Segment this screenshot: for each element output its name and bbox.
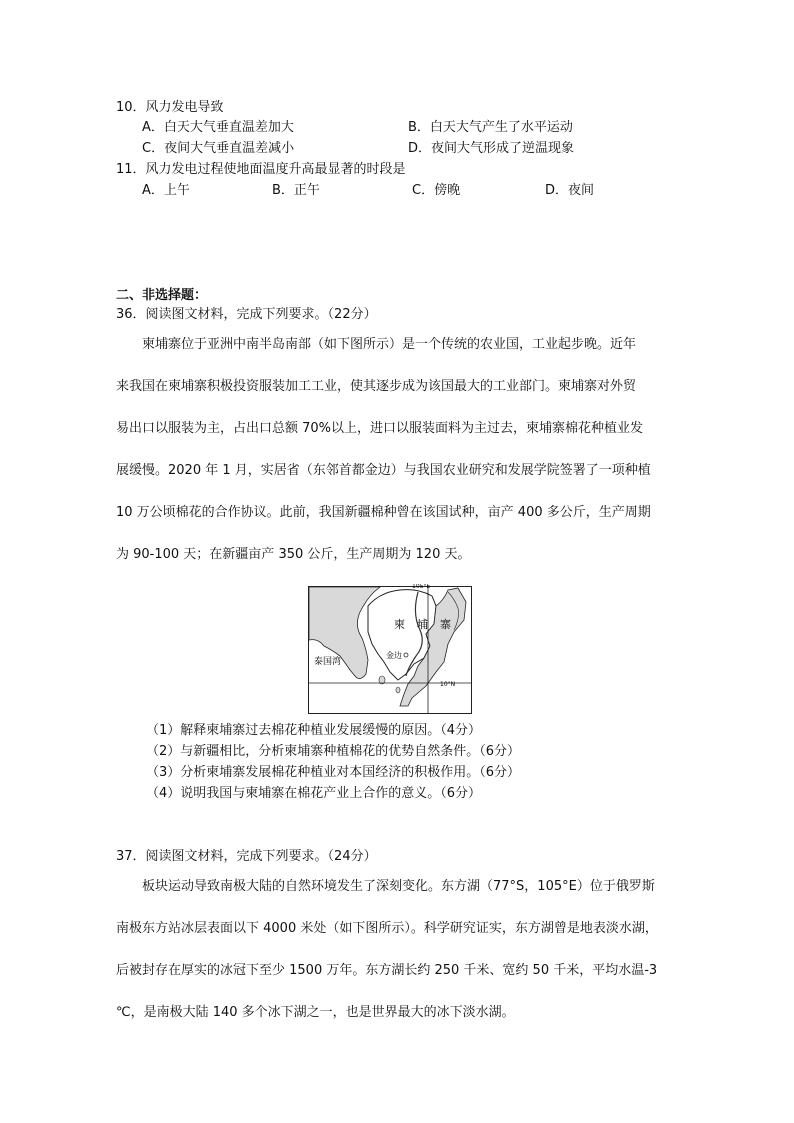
q36-passage-line: 10 万公顷棉花的合作协议。此前，我国新疆棉种曾在该国试种，亩产 400 多公斤，生产周期 bbox=[116, 505, 651, 520]
q11-option-a: A．上午 bbox=[142, 183, 190, 198]
q37-stem: 37．阅读图文材料，完成下列要求。（24分） bbox=[116, 849, 377, 864]
q36-passage-line: 来我国在柬埔寨积极投资服装加工工业，使其逐步成为该国最大的工业部门。柬埔寨对外贸 bbox=[116, 379, 637, 394]
q10-option-c: C．夜间大气垂直温差减小 bbox=[142, 141, 295, 156]
q36-sub-4: （4）说明我国与柬埔寨在棉花产业上合作的意义。（6分） bbox=[146, 786, 482, 801]
q36-sub-1: （1）解释柬埔寨过去棉花种植业发展缓慢的原因。（4分） bbox=[146, 723, 482, 738]
q36-passage-line: 展缓慢。2020 年 1 月，实居省（东邻首都金边）与我国农业研究和发展学院签署了一项种植 bbox=[116, 463, 651, 478]
q36-sub-2: （2）与新疆相比，分析柬埔寨种植棉花的优势自然条件。（6分） bbox=[146, 744, 521, 759]
q37-passage-line: 南极东方站冰层表面以下 4000 米处（如下图所示）。科学研究证实，东方湖曾是地表淡水湖， bbox=[116, 921, 658, 936]
q37-passage-line: 板块运动导致南极大陆的自然环境发生了深刻变化。东方湖（77°S，105°E）位于俄罗斯 bbox=[142, 879, 655, 894]
q36-passage-line: 为 90-100 天；在新疆亩产 350 公斤，生产周期为 120 天。 bbox=[116, 547, 471, 562]
q11-option-d: D．夜间 bbox=[545, 183, 595, 198]
q36-stem: 36．阅读图文材料，完成下列要求。（22分） bbox=[116, 307, 377, 322]
gulf-label: 泰国湾 bbox=[314, 657, 342, 667]
q10-option-b: B．白天大气产生了水平运动 bbox=[408, 120, 573, 135]
q11-stem: 11．风力发电过程使地面温度升高最显著的时段是 bbox=[116, 162, 406, 177]
q37-passage bbox=[116, 866, 686, 1034]
q10-option-a: A．白天大气垂直温差加大 bbox=[142, 120, 294, 135]
country-label: 柬 bbox=[394, 618, 405, 631]
q37-passage-line: ℃，是南极大陆 140 多个冰下湖之一，也是世界最大的冰下淡水湖。 bbox=[116, 1005, 515, 1020]
q10-stem: 10．风力发电导致 bbox=[116, 100, 224, 115]
q36-passage-line: 柬埔寨位于亚洲中南半岛南部（如下图所示）是一个传统的农业国，工业起步晚。近年 bbox=[142, 337, 637, 352]
q10-option-d: D．夜间大气形成了逆温现象 bbox=[408, 141, 575, 156]
q37-passage-line: 后被封存在厚实的冰冠下至少 1500 万年。东方湖长约 250 千米、宽约 50 千米，平均水温-3 bbox=[116, 963, 658, 978]
longitude-label: 105°E bbox=[412, 584, 431, 590]
section-title: 二、非选择题： bbox=[116, 288, 208, 303]
q11-option-c: C．傍晚 bbox=[412, 183, 461, 198]
q36-passage bbox=[116, 324, 686, 576]
latitude-label: 10°N bbox=[440, 681, 456, 688]
q36-passage-line: 易出口以服装为主，占出口总额 70%以上，进口以服装面料为主过去，柬埔寨棉花种植业发 bbox=[116, 421, 644, 436]
country-label: 埔 bbox=[417, 618, 428, 631]
cambodia-map bbox=[308, 584, 472, 714]
capital-label: 金边 bbox=[386, 651, 402, 660]
q36-sub-3: （3）分析柬埔寨发展棉花种植业对本国经济的积极作用。（6分） bbox=[146, 765, 521, 780]
q11-option-b: B．正午 bbox=[272, 183, 320, 198]
island bbox=[396, 687, 400, 693]
country-label: 寨 bbox=[440, 618, 451, 631]
